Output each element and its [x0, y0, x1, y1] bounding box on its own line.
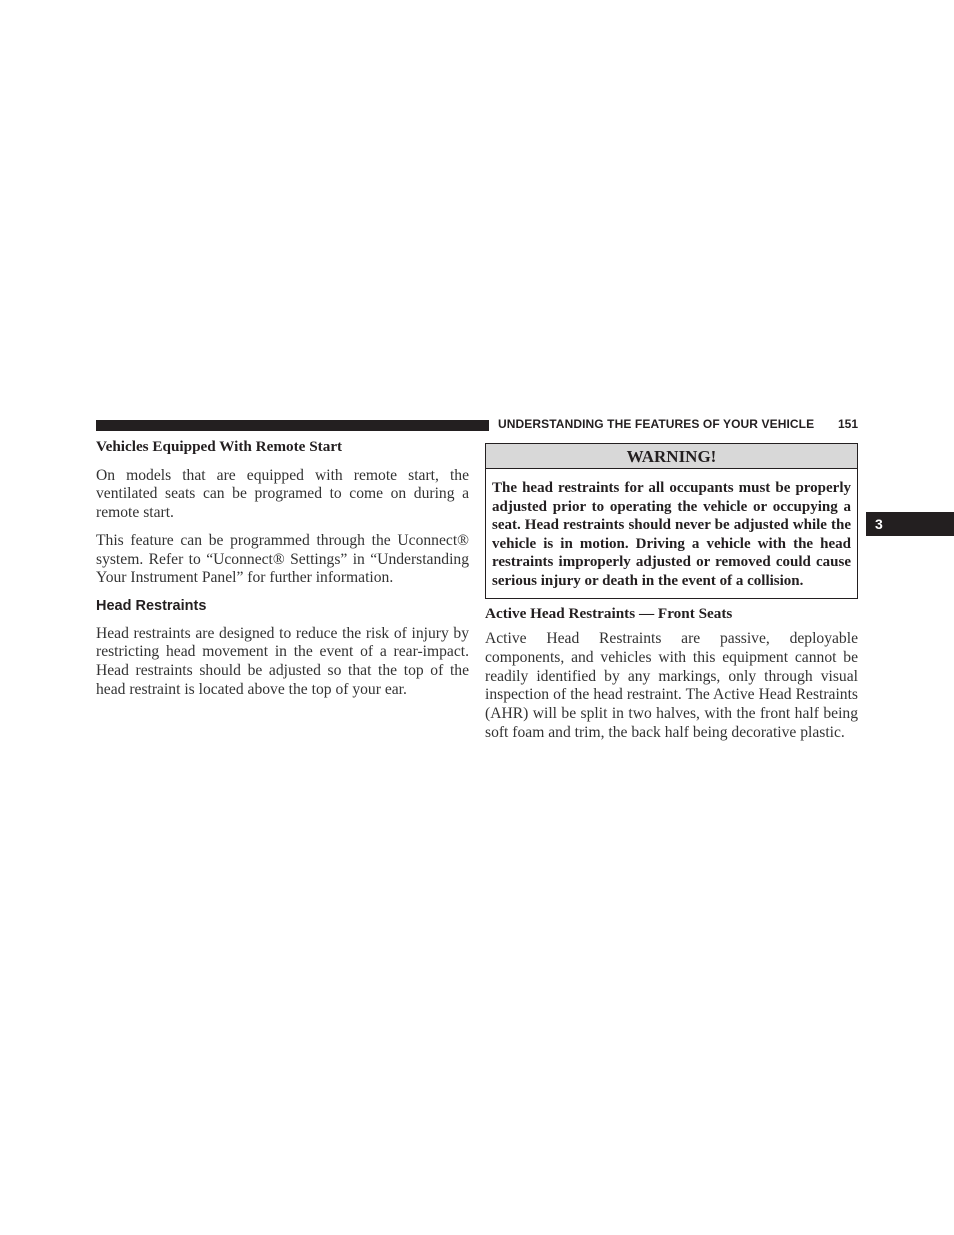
active-head-restraints-heading: Active Head Restraints — Front Seats — [485, 604, 733, 622]
remote-start-paragraph-1: On models that are equipped with remote start, the ventilated seats can be programed to come on during a remote start. — [96, 466, 469, 522]
chapter-tab: 3 — [866, 512, 954, 536]
remote-start-heading: Vehicles Equipped With Remote Start — [96, 438, 343, 455]
warning-box — [485, 443, 858, 599]
page-number: 151 — [838, 417, 859, 431]
head-restraints-heading: Head Restraints — [96, 597, 207, 614]
warning-text: The head restraints for all occupants must be properly adjusted prior to operating the vehicle or occupying a seat. Head restraints should never be adjusted while the vehicle is in motion. Driving a vehicle with the head restraints improperly adjusted or removed could cause serious injury or death in the event of a collision. — [492, 480, 851, 589]
warning-title: WARNING! — [486, 444, 857, 469]
active-head-restraints-paragraph: Active Head Restraints are passive, deployable components, and vehicles with this equipment cannot be readily identified by any markings, only through visual inspection of the head restraint. The Active Head Restraints (AHR) will be split in two halves, with the front half being soft foam and trim, the back half being decorative plastic. — [485, 630, 858, 741]
right-column — [485, 443, 858, 742]
remote-start-paragraph-2: This feature can be programmed through the Uconnect® system. Refer to “Uconnect® Settings” in “Understanding Your Instrument Panel” for further information. — [96, 531, 469, 587]
head-restraints-paragraph: Head restraints are designed to reduce the risk of injury by restricting head movement in the event of a rear-impact. Head restraints should be adjusted so that the top of the head restraint is located above the top of your ear. — [96, 624, 469, 698]
left-column — [96, 438, 469, 699]
running-header-title: UNDERSTANDING THE FEATURES OF YOUR VEHICLE — [498, 417, 815, 431]
header-rule — [96, 420, 489, 431]
